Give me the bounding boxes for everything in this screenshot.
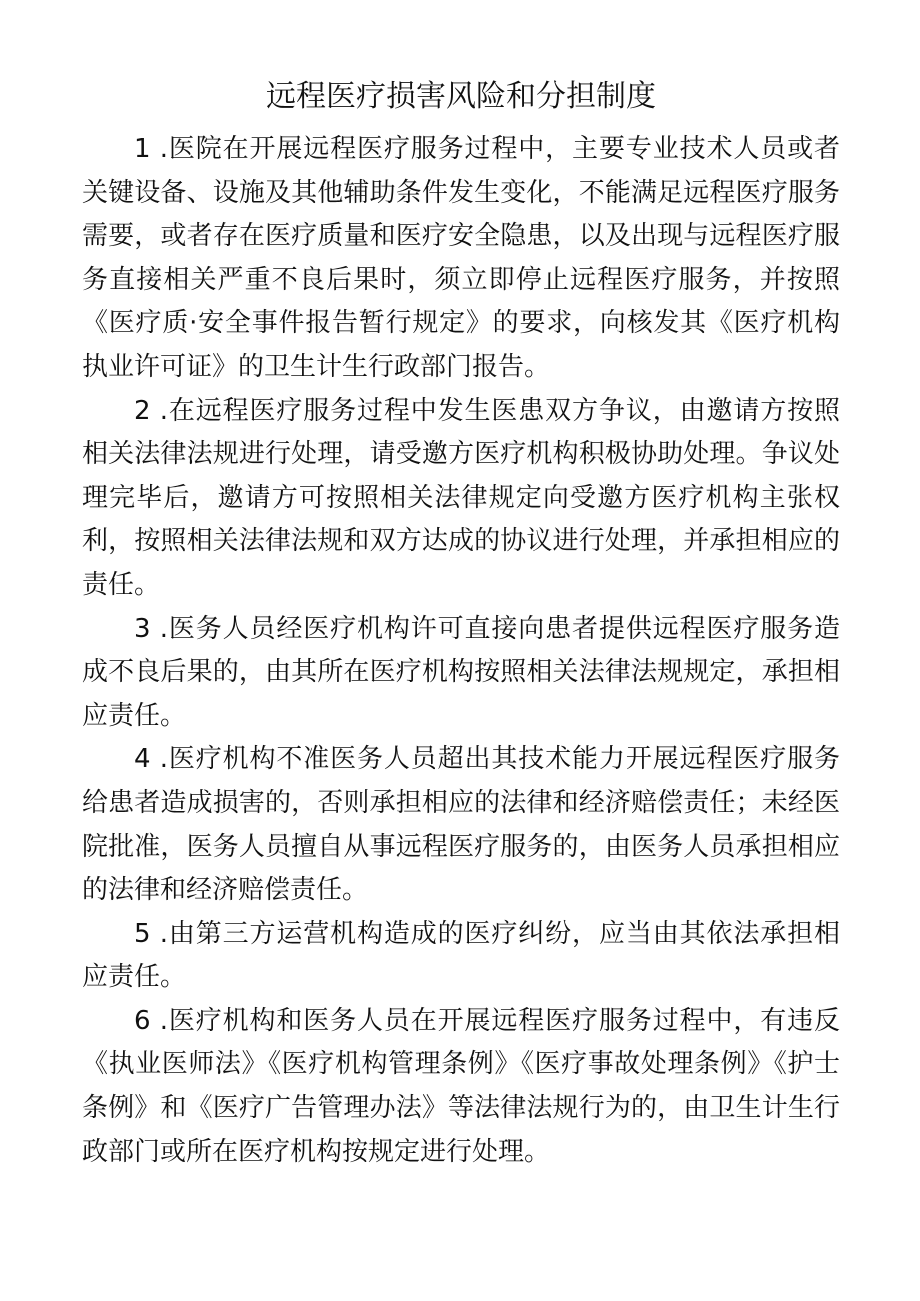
paragraph-1: 1 .医院在开展远程医疗服务过程中，主要专业技术人员或者关键设备、设施及其他辅助条件发生变化，不能满足远程医疗服务需要，或者存在医疗质量和医疗安全隐患，以及出现与远程医疗服务直接相关严重不良后果时，须立即停止远程医疗服务，并按照《医疗质·安全事件报告暂行规定》的要求，向核发其《医疗机构执业许可证》的卫生计生行政部门报告。: [82, 134, 840, 382]
paragraph-5: 5 .由第三方运营机构造成的医疗纠纷，应当由其依法承担相应责任。: [82, 918, 840, 993]
document-title: 远程医疗损害风险和分担制度: [266, 79, 656, 114]
paragraph-2: 2 .在远程医疗服务过程中发生医患双方争议，由邀请方按照相关法律法规进行处理，请受邀方医疗机构积极协助处理。争议处理完毕后，邀请方可按照相关法律规定向受邀方医疗机构主张权利，按照相关法律法规和双方达成的协议进行处理，并承担相应的责任。: [82, 395, 840, 600]
paragraph-4: 4 .医疗机构不准医务人员超出其技术能力开展远程医疗服务给患者造成损害的，否则承担相应的法律和经济赔偿责任；未经医院批准，医务人员擅自从事远程医疗服务的，由医务人员承担相应的法律和经济赔偿责任。: [82, 744, 840, 906]
paragraph-6: 6 .医疗机构和医务人员在开展远程医疗服务过程中，有违反《执业医师法》《医疗机构管理条例》《医疗事故处理条例》《护士条例》和《医疗广告管理办法》等法律法规行为的，由卫生计生行政部门或所在医疗机构按规定进行处理。: [82, 1005, 840, 1167]
paragraph-3: 3 .医务人员经医疗机构许可直接向患者提供远程医疗服务造成不良后果的，由其所在医疗机构按照相关法律法规规定，承担相应责任。: [82, 613, 840, 731]
